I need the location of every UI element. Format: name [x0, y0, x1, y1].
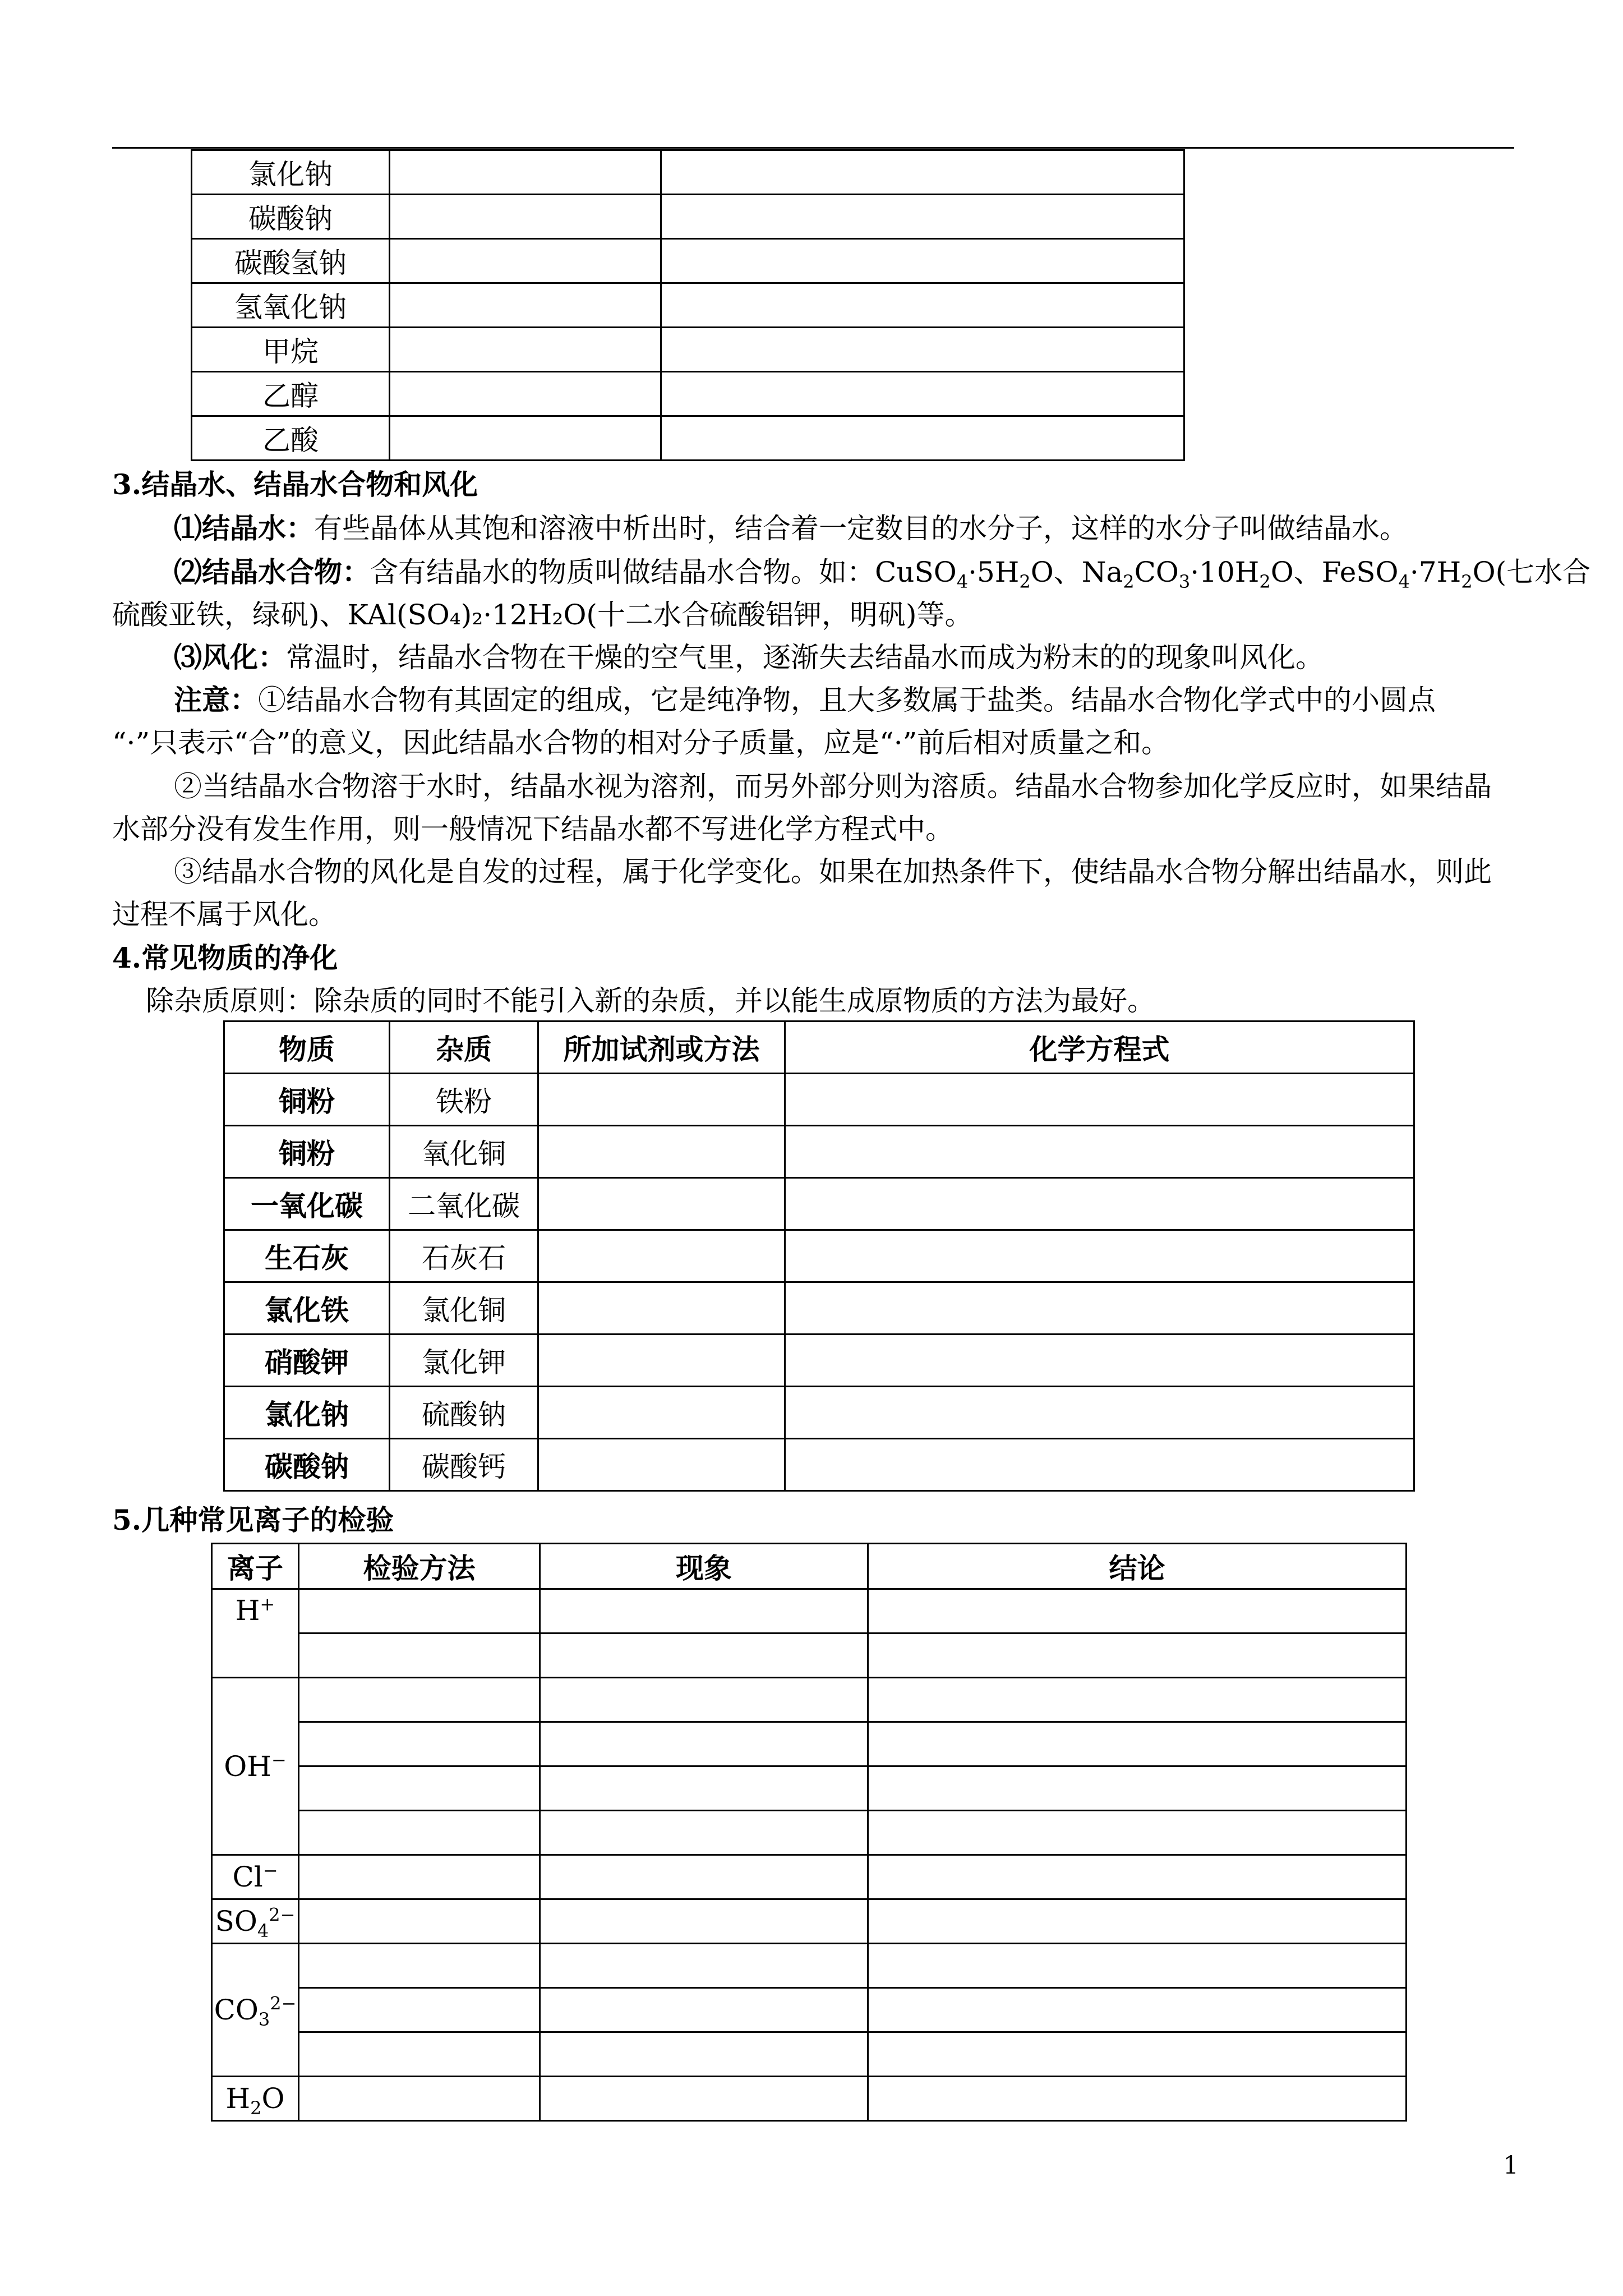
- ion-chloride: Cl−: [212, 1855, 299, 1899]
- note-2-cont: 水部分没有发生作用，则一般情况下结晶水都不写进化学方程式中。: [112, 813, 953, 845]
- note-3-cont: 过程不属于风化。: [112, 898, 336, 931]
- table-row: [192, 283, 1184, 328]
- paragraph-crystal-water: ⑴结晶水：有些晶体从其饱和溶液中析出时，结合着一定数目的水分子，这样的水分子叫做结晶水。: [174, 512, 1408, 545]
- table-row: [192, 328, 1184, 372]
- header-ion: 离子: [212, 1544, 299, 1589]
- table-row: [192, 372, 1184, 416]
- ion-test-table: [211, 1543, 1407, 2122]
- table-row: [212, 1589, 1407, 1634]
- table-row: 氯化钠 硫酸钠: [224, 1387, 1414, 1439]
- purification-principle: 除杂质原则：除杂质的同时不能引入新的杂质，并以能生成原物质的方法为最好。: [146, 984, 1155, 1017]
- header-method: 检验方法: [299, 1544, 540, 1589]
- header-impurity: 杂质: [390, 1022, 538, 1074]
- header-reagent: 所加试剂或方法: [538, 1022, 785, 1074]
- table-cell: 乙醇: [192, 372, 390, 416]
- ion-sulfate: $SO_4^{2-}$: [212, 1899, 299, 1944]
- note-1-cont: “·”只表示“合”的意义，因此结晶水合物的相对分子质量，应是“·”前后相对质量之和。: [112, 726, 1170, 759]
- section-5-heading: 5.几种常见离子的检验: [112, 1503, 394, 1536]
- header-equation: 化学方程式: [785, 1022, 1414, 1074]
- section-4-heading: 4.常见物质的净化: [112, 941, 338, 974]
- table-row: [212, 1899, 1407, 1944]
- table-cell: 氯化钠: [192, 150, 390, 195]
- table-row: [192, 416, 1184, 461]
- table-cell: 氢氧化钠: [192, 283, 390, 328]
- table-cell: 乙酸: [192, 416, 390, 461]
- table-row: [192, 195, 1184, 239]
- table-row: [212, 2032, 1407, 2077]
- purification-table: [223, 1020, 1415, 1492]
- water: $H_2O$: [212, 2077, 299, 2121]
- table-row: [192, 239, 1184, 283]
- table-row: [192, 150, 1184, 195]
- ion-h-plus: H+: [212, 1589, 299, 1678]
- header-substance: 物质: [224, 1022, 390, 1074]
- table-row: [212, 1678, 1407, 1722]
- table-row: 氯化铁 氯化铜: [224, 1282, 1414, 1335]
- table-header-row: [224, 1022, 1414, 1074]
- paragraph-efflorescence: ⑶风化：常温时，结晶水合物在干燥的空气里，逐渐失去结晶水而成为粉末的的现象叫风化。: [174, 641, 1324, 674]
- table-row: [212, 1944, 1407, 1988]
- table-row: 硝酸钾 氯化钾: [224, 1335, 1414, 1387]
- table-row: 铜粉 氧化铜: [224, 1126, 1414, 1178]
- table-row: [212, 1855, 1407, 1899]
- table-cell: 甲烷: [192, 328, 390, 372]
- table-row: [212, 1722, 1407, 1766]
- table-row: [212, 1988, 1407, 2032]
- table-row: [212, 1634, 1407, 1678]
- table-row: [212, 2077, 1407, 2121]
- table-header-row: [212, 1544, 1407, 1589]
- paragraph-hydrate: ⑵结晶水合物：含有结晶水的物质叫做结晶水合物。如：$CuSO_4\cdot 5H_2O$、$Na_2CO_3\cdot 10H_2O$、$FeSO_4\cdot 7H_2O$(七水合: [174, 555, 1591, 592]
- note-1: 注意：①结晶水合物有其固定的组成，它是纯净物，且大多数属于盐类。结晶水合物化学式中的小圆点: [174, 683, 1436, 716]
- ion-hydroxide: OH−: [212, 1678, 299, 1855]
- section-3-heading: 3.结晶水、结晶水合物和风化: [112, 468, 478, 501]
- paragraph-hydrate-cont: 硫酸亚铁，绿矾)、KAl(SO₄)₂·12H₂O(十二水合硫酸铝钾，明矾)等。: [112, 599, 973, 631]
- table-row: [212, 1811, 1407, 1855]
- header-rule: [112, 147, 1514, 149]
- header-conclusion: 结论: [868, 1544, 1407, 1589]
- page-number: 1: [1503, 2151, 1519, 2180]
- table-cell: 碳酸氢钠: [192, 239, 390, 283]
- note-3: ③结晶水合物的风化是自发的过程，属于化学变化。如果在加热条件下，使结晶水合物分解出结晶水，则此: [174, 855, 1492, 888]
- substance-table: [191, 149, 1185, 461]
- table-row: 一氧化碳 二氧化碳: [224, 1178, 1414, 1230]
- table-row: 铜粉 铁粉: [224, 1074, 1414, 1126]
- table-row: 生石灰 石灰石: [224, 1230, 1414, 1282]
- table-cell: 碳酸钠: [192, 195, 390, 239]
- header-phenomenon: 现象: [540, 1544, 868, 1589]
- note-2: ②当结晶水合物溶于水时，结晶水视为溶剂，而另外部分则为溶质。结晶水合物参加化学反应时，如果结晶: [174, 770, 1492, 803]
- ion-carbonate: $CO_3^{2-}$: [212, 1944, 299, 2077]
- table-row: [212, 1766, 1407, 1811]
- table-row: 碳酸钠 碳酸钙: [224, 1439, 1414, 1491]
